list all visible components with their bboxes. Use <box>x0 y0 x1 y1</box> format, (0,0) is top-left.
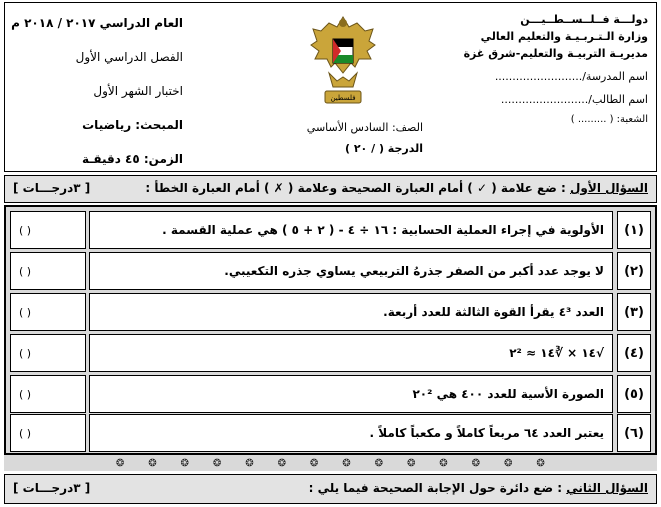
question-number: (١) <box>617 211 651 249</box>
question-two-label: السؤال الثاني <box>566 481 648 495</box>
exam-title: اختبار الشهر الأول <box>93 84 183 98</box>
questions-table <box>4 205 657 455</box>
question-one-instruction: : ضع علامة ( ✓ ) أمام العبارة الصحيحة وعلامة ( ✗ ) أمام العبارة الخطأ : <box>145 181 566 195</box>
exam-header <box>4 2 657 172</box>
country-name: دولـــة فــلــســطــيـــن <box>520 13 648 26</box>
question-row <box>10 334 651 372</box>
ornament-icon: ❂ <box>148 457 157 469</box>
ministry-name: وزارة الـتـربـيـة والتعليم العالي <box>480 30 648 44</box>
ornament-icon: ❂ <box>277 457 287 469</box>
question-number: (٤) <box>617 334 651 372</box>
question-one-points: [ ٣درجـــات ] <box>13 181 91 195</box>
school-name-field[interactable]: اسم المدرسة/......................... <box>494 70 648 84</box>
question-two-heading <box>4 474 657 504</box>
exam-duration: الزمن: ٤٥ دقيقـة <box>81 152 183 166</box>
question-row <box>10 293 651 331</box>
answer-box[interactable]: ( ) <box>10 293 86 331</box>
directorate-name: مديريـة التربيـة والتعليم-شرق غزة <box>463 47 648 61</box>
question-one-heading <box>4 175 657 203</box>
question-two-instruction: : ضع دائرة حول الإجابة الصحيحة فيما يلي : <box>308 481 563 495</box>
question-text: الصورة الأسية للعدد ٤٠٠ هي ٢٠² <box>89 375 613 413</box>
question-text: العدد ٤³ يقرأ القوة الثالثة للعدد أربعة. <box>89 293 613 331</box>
answer-box[interactable]: ( ) <box>10 252 86 290</box>
ornament-icon: ❂ <box>536 457 545 469</box>
question-row <box>10 414 651 452</box>
class-name: الصف: السادس الأساسي <box>306 121 423 134</box>
question-one-label: السؤال الأول <box>570 181 648 195</box>
score-box: الدرجة ( / ٢٠ ) <box>344 142 423 155</box>
school-info <box>448 11 648 128</box>
ornament-icon: ❂ <box>213 457 222 469</box>
exam-info <box>13 13 183 183</box>
question-row <box>10 375 651 413</box>
question-number: (٣) <box>617 293 651 331</box>
section-field[interactable]: الشعبة: ( ......... ) <box>570 114 648 126</box>
question-two-points: [ ٣درجـــات ] <box>13 481 91 495</box>
subject: المبحث: رياضيات <box>82 118 183 132</box>
question-number: (٢) <box>617 252 651 290</box>
class-info <box>283 121 423 155</box>
ornament-icon: ❂ <box>471 457 481 469</box>
question-text: √١٤ × ∛١٤ ≈ ٢² <box>89 334 613 372</box>
ornament-icon: ❂ <box>115 457 125 469</box>
ornament-icon: ❂ <box>342 457 351 469</box>
answer-box[interactable]: ( ) <box>10 334 86 372</box>
question-number: (٥) <box>617 375 651 413</box>
question-row <box>10 252 651 290</box>
question-number: (٦) <box>617 414 651 452</box>
academic-year: العام الدراسي ٢٠١٧ / ٢٠١٨ م <box>11 16 183 30</box>
answer-box[interactable]: ( ) <box>10 414 86 452</box>
question-row <box>10 211 651 249</box>
ornament-icon: ❂ <box>245 457 254 469</box>
ornament-icon: ❂ <box>374 457 384 469</box>
semester: الفصل الدراسي الأول <box>75 50 183 64</box>
ornament-divider <box>4 455 657 471</box>
ornament-icon: ❂ <box>439 457 448 469</box>
ornament-icon: ❂ <box>310 457 319 469</box>
question-text: الأولوية في إجراء العملية الحسابية : ١٦ ÷ ٤ - ( ٢ + ٥ ) هي عملية القسمة . <box>89 211 613 249</box>
question-text: لا يوجد عدد أكبر من الصفر جذرهُ التربيعي يساوي جذره التكعيبي. <box>89 252 613 290</box>
ornament-icon: ❂ <box>180 457 190 469</box>
answer-box[interactable]: ( ) <box>10 211 86 249</box>
question-text: يعتبر العدد ٦٤ مربعاً كاملاً و مكعباً كاملاً . <box>89 414 613 452</box>
palestine-eagle-emblem <box>307 11 379 111</box>
student-name-field[interactable]: اسم الطالب/......................... <box>500 93 648 107</box>
emblem-label: فلسطين <box>330 94 356 102</box>
ornament-icon: ❂ <box>407 457 416 469</box>
ornament-icon: ❂ <box>504 457 513 469</box>
answer-box[interactable]: ( ) <box>10 375 86 413</box>
